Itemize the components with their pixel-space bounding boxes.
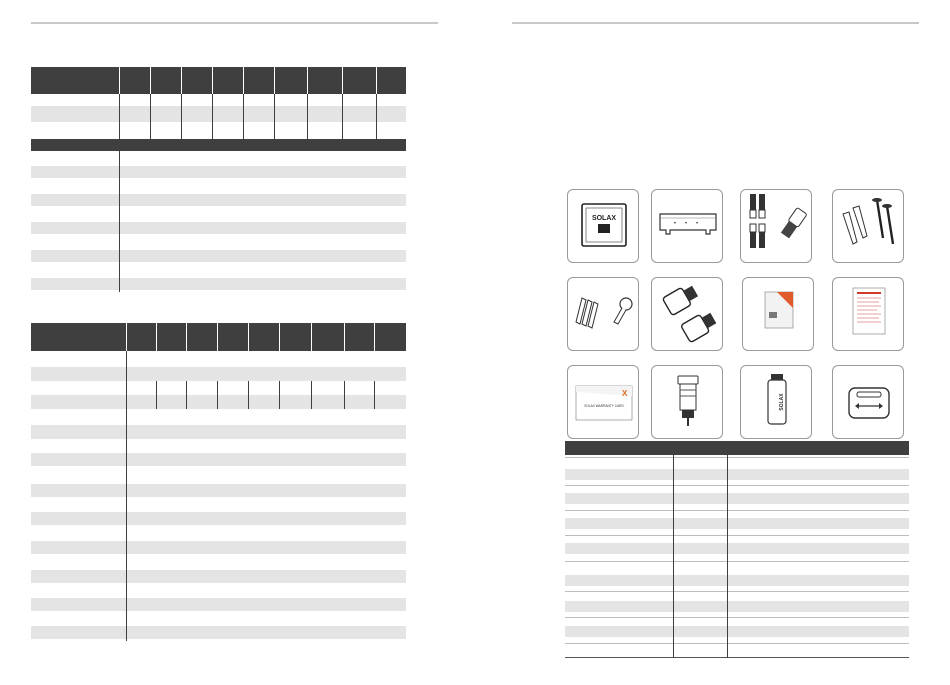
- packing-item-inverter: [567, 189, 639, 263]
- inverter-brand-text: SOLAX: [591, 215, 617, 222]
- spec-table-2-row-band: [31, 367, 406, 381]
- packing-list-row-band: [565, 543, 909, 554]
- spec-table-2-row-band: [31, 453, 406, 466]
- quick-guide-icon: [833, 278, 904, 351]
- header-divider: [186, 323, 187, 351]
- waterproof-connector-icon: [652, 278, 723, 351]
- packing-item-tool: [832, 365, 904, 439]
- column-divider: [279, 381, 280, 409]
- header-divider: [243, 67, 244, 94]
- column-divider: [119, 94, 120, 139]
- spec-table-2-row-band: [31, 598, 406, 611]
- column-divider: [727, 455, 728, 658]
- column-divider: [274, 94, 275, 139]
- packing-list-row-band: [565, 518, 909, 529]
- spec-table-1-row-band: [31, 106, 406, 122]
- packing-item-user-manual: [742, 277, 814, 351]
- packing-item-bracket: [651, 189, 723, 263]
- header-divider: [344, 323, 345, 351]
- packing-list-row-band: [565, 626, 909, 637]
- column-divider: [186, 381, 187, 409]
- column-divider: [307, 94, 308, 139]
- row-separator: [565, 457, 909, 458]
- column-divider: [212, 94, 213, 139]
- spec-table-1-row-band: [31, 278, 406, 290]
- column-divider: [217, 381, 218, 409]
- packing-item-pv-pin-terminal: [567, 277, 639, 351]
- spec-table-2-header: [31, 323, 406, 351]
- warranty-card-text: SOLAX WARRANTY CARD: [584, 404, 624, 408]
- spec-table-2-row-band: [31, 425, 406, 439]
- header-divider: [342, 67, 343, 94]
- packing-list-row-band: [565, 493, 909, 504]
- header-divider: [274, 67, 275, 94]
- spec-table-1-section-header: [31, 139, 406, 151]
- svg-text:X: X: [622, 389, 628, 398]
- header-divider: [376, 67, 377, 94]
- header-divider: [217, 323, 218, 351]
- row-separator: [565, 657, 909, 658]
- header-divider: [212, 67, 213, 94]
- packing-list-table: [565, 441, 909, 658]
- bracket-icon: [652, 190, 723, 263]
- header-divider: [374, 323, 375, 351]
- row-separator: [565, 535, 909, 536]
- header-divider: [119, 67, 120, 94]
- packing-list-row-band: [565, 575, 909, 586]
- spec-table-2-row-band: [31, 512, 406, 525]
- packing-item-pv-connector: [740, 189, 812, 263]
- row-separator: [565, 591, 909, 592]
- packing-item-waterproof-connector: [651, 277, 723, 351]
- pv-pin-terminal-icon: [568, 278, 639, 351]
- row-separator: [565, 561, 909, 562]
- column-divider: [156, 381, 157, 409]
- header-divider: [279, 323, 280, 351]
- packing-item-quick-guide: [832, 277, 904, 351]
- wifi-dongle-icon: [741, 366, 812, 439]
- spec-table-1-row-band: [31, 250, 406, 262]
- spec-table-2: [31, 323, 406, 641]
- header-divider: [156, 323, 157, 351]
- dongle-brand-text: SOLAX: [779, 393, 785, 411]
- inverter-icon: [568, 190, 639, 263]
- packing-list-row-band: [565, 469, 909, 480]
- warranty-card-icon: [568, 366, 639, 439]
- row-separator: [565, 485, 909, 486]
- label-column-divider: [119, 151, 120, 292]
- column-divider: [181, 94, 182, 139]
- user-manual-icon: [743, 278, 814, 351]
- column-divider: [243, 94, 244, 139]
- tool-icon: [833, 366, 904, 439]
- row-separator: [565, 510, 909, 511]
- packing-list-header: [565, 441, 909, 455]
- column-divider: [248, 381, 249, 409]
- column-divider: [376, 94, 377, 139]
- column-divider: [311, 381, 312, 409]
- pv-connector-icon: [741, 190, 812, 263]
- screws-anchors-icon: [833, 190, 904, 263]
- spec-table-1: [31, 67, 406, 292]
- packing-item-screws-anchors: [832, 189, 904, 263]
- column-divider: [374, 381, 375, 409]
- spec-table-2-row-band: [31, 484, 406, 497]
- row-separator: [565, 643, 909, 644]
- spec-table-1-row-band: [31, 222, 406, 234]
- left-page-top-rule: [31, 22, 438, 24]
- row-separator: [565, 617, 909, 618]
- column-divider: [673, 455, 674, 658]
- header-divider: [181, 67, 182, 94]
- spec-table-2-row-band: [31, 395, 406, 409]
- header-divider: [311, 323, 312, 351]
- header-divider: [150, 67, 151, 94]
- ct-meter-icon: [652, 366, 723, 439]
- spec-table-2-row-band: [31, 626, 406, 639]
- spec-table-1-header: [31, 67, 406, 94]
- column-divider: [342, 94, 343, 139]
- label-column-divider: [126, 351, 127, 641]
- spec-table-2-row-band: [31, 541, 406, 554]
- column-divider: [150, 94, 151, 139]
- right-page-top-rule: [512, 22, 919, 24]
- header-divider: [307, 67, 308, 94]
- packing-list-row-band: [565, 601, 909, 612]
- spec-table-2-row-band: [31, 570, 406, 583]
- packing-item-ct-meter: [651, 365, 723, 439]
- header-divider: [248, 323, 249, 351]
- header-divider: [126, 323, 127, 351]
- packing-item-wifi-dongle: [740, 365, 812, 439]
- column-divider: [344, 381, 345, 409]
- spec-table-1-row-band: [31, 166, 406, 178]
- spec-table-1-row-band: [31, 194, 406, 206]
- packing-item-warranty-card: [567, 365, 639, 439]
